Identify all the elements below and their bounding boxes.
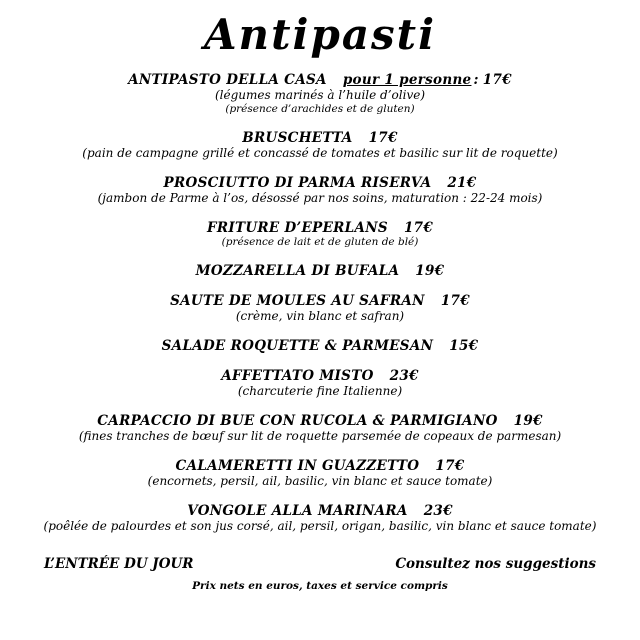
item-description: (pain de campagne grillé et concassé de tomates et basilic sur lit de roquette) bbox=[82, 146, 558, 160]
serving-note: pour 1 personne bbox=[342, 72, 472, 88]
item-price: 19€ bbox=[513, 413, 543, 429]
menu-item bbox=[0, 368, 640, 399]
menu-item bbox=[0, 130, 640, 161]
item-title-line bbox=[0, 293, 640, 309]
suggestions-label: Consultez nos suggestions bbox=[395, 556, 596, 572]
item-title-line bbox=[0, 458, 640, 474]
item-description: (fines tranches de bœuf sur lit de roquette parsemée de copeaux de parmesan) bbox=[78, 429, 562, 443]
allergen-note: (présence d’arachides et de gluten) bbox=[225, 103, 415, 115]
item-name: SAUTE DE MOULES AU SAFRAN bbox=[170, 293, 425, 309]
menu-item bbox=[0, 338, 640, 354]
item-description: (jambon de Parme à l’os, désossé par nos soins, maturation : 22-24 mois) bbox=[97, 191, 543, 205]
item-price: 23€ bbox=[423, 503, 453, 519]
menu-item bbox=[0, 72, 640, 116]
item-description: (poêlée de palourdes et son jus corsé, ail, persil, origan, basilic, vin blanc et sauce tomate) bbox=[43, 519, 597, 533]
item-price: 17€ bbox=[403, 220, 434, 236]
item-name: BRUSCHETTA bbox=[242, 130, 353, 146]
item-description: (crème, vin blanc et safran) bbox=[235, 309, 405, 323]
item-name: VONGOLE ALLA MARINARA bbox=[187, 503, 408, 519]
item-title-line bbox=[0, 338, 640, 354]
menu-item bbox=[0, 503, 640, 534]
item-title-line bbox=[0, 263, 640, 279]
item-title-line bbox=[0, 130, 640, 146]
item-name: AFFETTATO MISTO bbox=[221, 368, 374, 384]
allergen-note: (présence de lait et de gluten de blé) bbox=[221, 236, 419, 248]
item-price: 21€ bbox=[447, 175, 477, 191]
item-name: SALADE ROQUETTE & PARMESAN bbox=[161, 338, 434, 354]
menu-item bbox=[0, 413, 640, 444]
item-name: ANTIPASTO DELLA CASA bbox=[128, 72, 327, 88]
item-name: CALAMERETTI IN GUAZZETTO bbox=[175, 458, 420, 474]
menu-item bbox=[0, 175, 640, 206]
item-price: 17€ bbox=[435, 458, 465, 474]
item-name: MOZZARELLA DI BUFALA bbox=[195, 263, 400, 279]
item-price: 23€ bbox=[389, 368, 419, 384]
menu-item bbox=[0, 293, 640, 324]
item-name: CARPACCIO DI BUE CON RUCOLA & PARMIGIANO bbox=[97, 413, 498, 429]
item-name: PROSCIUTTO DI PARMA RISERVA bbox=[163, 175, 432, 191]
menu-item bbox=[0, 220, 640, 249]
item-description: (encornets, persil, ail, basilic, vin blanc et sauce tomate) bbox=[147, 474, 493, 488]
menu-item bbox=[0, 458, 640, 489]
item-description: (légumes marinés à l’huile d’olive) bbox=[214, 88, 426, 102]
menu-title: Antipasti bbox=[203, 10, 437, 59]
item-title-line bbox=[0, 368, 640, 384]
item-price: 15€ bbox=[449, 338, 479, 354]
entree-du-jour-label: L’ENTRÉE DU JOUR bbox=[44, 556, 194, 572]
item-description: (charcuterie fine Italienne) bbox=[237, 384, 403, 398]
item-title-line bbox=[0, 175, 640, 191]
menu-item bbox=[0, 263, 640, 279]
note-separator: : bbox=[473, 72, 479, 88]
item-name: FRITURE D’EPERLANS bbox=[206, 220, 388, 236]
item-title-line bbox=[0, 413, 640, 429]
item-price: 17€ bbox=[368, 130, 398, 146]
menu-items bbox=[0, 72, 640, 534]
item-price: 19€ bbox=[415, 263, 445, 279]
item-title-line bbox=[0, 72, 640, 88]
item-title-line bbox=[0, 503, 640, 519]
item-price: 17€ bbox=[482, 72, 512, 88]
item-title-line bbox=[0, 220, 640, 236]
price-note: Prix nets en euros, taxes et service compris bbox=[192, 580, 448, 592]
item-price: 17€ bbox=[440, 293, 470, 309]
menu-footer bbox=[0, 556, 640, 573]
